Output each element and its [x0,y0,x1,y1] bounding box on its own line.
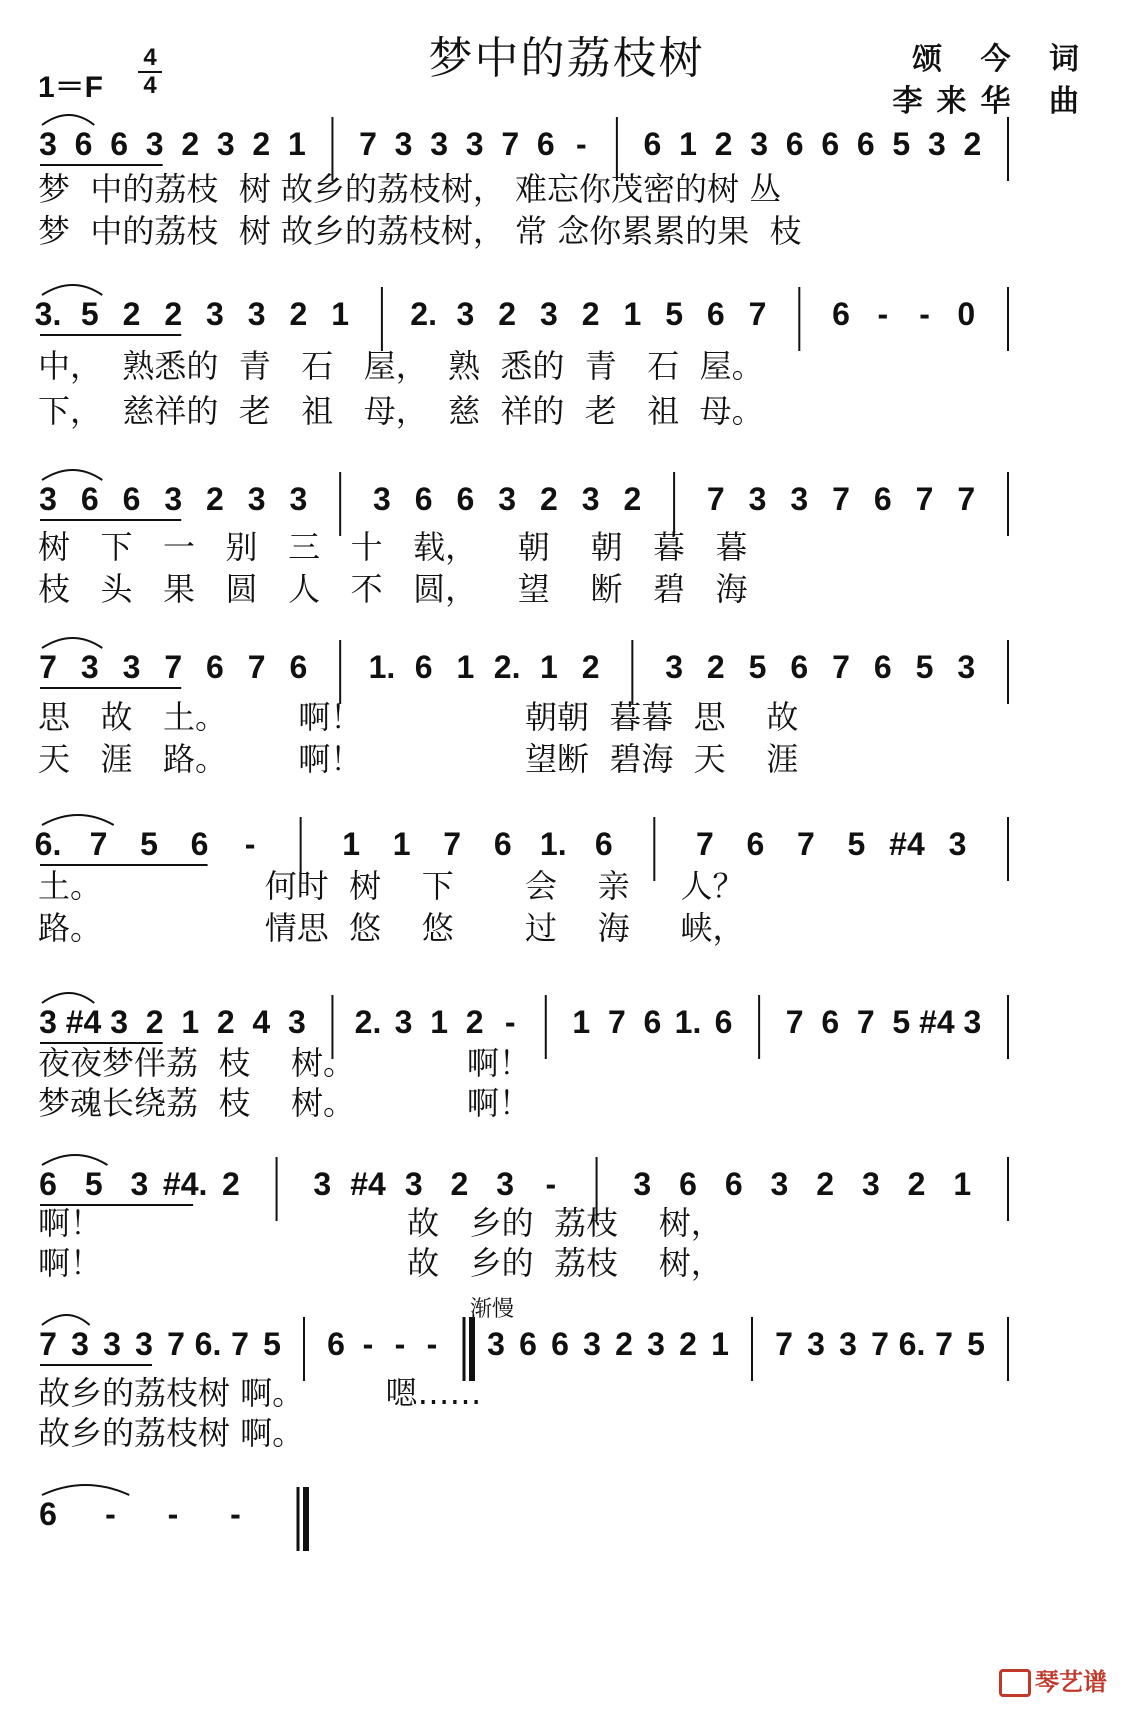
lyric-verse-1: 啊！ 故 乡的 荔枝 树， [38,1204,723,1242]
note: 7 [167,1326,185,1362]
note: 7 [359,126,377,162]
lyric-verse-2: 枝 头 果 圆 人 不 圆， 望 断 碧 海 [38,570,748,608]
note: 1 [430,1004,449,1040]
song-title: 梦中的荔枝树 [428,33,705,84]
note: 3 [948,826,967,862]
note: 6 [80,481,99,517]
note: 3 [581,481,600,517]
note: 5 [665,296,683,332]
note: 6 [456,481,475,517]
watermark-text: 琴艺谱 [1035,1668,1107,1696]
lyric-verse-2: 路。 情思 悠 悠 过 海 峡， [38,909,745,947]
note: 5 [967,1326,985,1362]
time-numerator: 4 [143,44,157,71]
note: 6 [39,1166,57,1202]
slur [42,815,114,825]
note: 3 [647,1326,665,1362]
note: 6 [643,126,662,162]
note: 6. [194,1326,222,1362]
note: 3 [135,1326,153,1362]
note: 6 [679,1166,697,1202]
note: 1 [623,296,642,332]
note: 6 [536,126,555,162]
note: 3 [583,1326,601,1362]
note: - [362,1326,374,1362]
note: 7 [856,1004,875,1040]
lyric-verse-1: 土。 何时 树 下 会 亲 人？ [38,867,745,905]
note: 6 [873,481,892,517]
note: 5 [140,826,158,862]
note: 3 [487,1326,505,1362]
slur [42,1155,107,1165]
lyric-verse-1: 故乡的荔枝树 啊。 嗯…… [38,1374,482,1412]
note: 2 [498,296,517,332]
note: 7 [39,1326,57,1362]
note: 6 [821,1004,840,1040]
slur [42,638,102,648]
note: 7 [796,826,815,862]
lyric-verse-1: 夜夜梦伴荔 枝 树。 啊！ [38,1044,531,1082]
note: 3 [39,481,57,517]
note: - [230,1496,241,1532]
note: 2 [623,481,642,517]
note: 5 [80,296,99,332]
note: 6 [414,649,433,685]
note: 6. [34,826,62,862]
note: 3 [927,126,946,162]
note: 6 [724,1166,743,1202]
note: 2 [289,296,308,332]
note: 2. [410,296,437,332]
note: 0 [957,296,976,332]
lyric-verse-1: 思 故 土。 啊！ 朝朝 暮暮 思 故 [38,698,799,736]
note: 6 [790,649,809,685]
note: 6 [289,649,308,685]
note: - [919,296,930,332]
note: - [504,1004,516,1040]
note: 3 [665,649,683,685]
note: 6 [785,126,804,162]
lyric-verse-1: 中， 熟悉的 青 石 屋， 熟 悉的 青 石 屋。 [38,347,764,385]
note: #4. [162,1166,208,1202]
note: 3 [963,1004,982,1040]
note: - [877,296,889,332]
note: 3 [80,649,99,685]
composer-credit: 李来华 曲 [892,84,1093,119]
lyric-verse-1: 树 下 一 别 三 十 载， 朝 朝 暮 暮 [38,528,748,566]
note: 6 [327,1326,345,1362]
note: 7 [706,481,725,517]
note: 5 [892,1004,911,1040]
slur [42,1485,129,1495]
lyric-verse-2: 故乡的荔枝树 啊。 [38,1414,305,1452]
tempo-mark: 渐慢 [470,1297,515,1322]
note: 3 [373,481,391,517]
note: 6 [110,126,129,162]
note: 6 [706,296,725,332]
note: 2 [450,1166,469,1202]
note: 3 [164,481,183,517]
slur [42,1315,90,1325]
lyric-verse-1: 梦 中的荔枝 树 故乡的荔枝树， 难忘你茂密的树 丛 [38,170,782,208]
note: 3 [957,649,976,685]
note: 6 [832,296,850,332]
note: - [576,126,587,162]
note: #4 [65,1004,102,1040]
note: 3 [110,1004,129,1040]
note: 3 [770,1166,789,1202]
note: 7 [231,1326,249,1362]
note: 3 [750,126,769,162]
note: 2 [216,1004,235,1040]
note: 3 [404,1166,423,1202]
note: 2 [615,1326,633,1362]
note: 5 [748,649,767,685]
note: - [105,1496,116,1532]
note: 1. [539,826,567,862]
note: 7 [443,826,462,862]
note: 3 [394,126,413,162]
note: 6 [746,826,765,862]
note: 3 [39,1004,57,1040]
note: 3 [71,1326,89,1362]
note: 7 [39,649,57,685]
note: 2. [493,649,521,685]
slur [42,470,102,480]
note: 5 [892,126,911,162]
note: 3 [122,649,141,685]
note: 3 [790,481,809,517]
note: 2 [907,1166,926,1202]
note: 1. [368,649,396,685]
note: 7 [935,1326,953,1362]
note: 3 [861,1166,880,1202]
note: 3 [465,126,484,162]
note: 3 [839,1326,857,1362]
note: 6 [206,649,224,685]
note: 3 [394,1004,413,1040]
note: 2 [164,296,183,332]
note: 2 [181,126,200,162]
note: 3 [206,296,224,332]
logo-icon [999,1669,1031,1697]
note: 1 [342,826,361,862]
note: 6 [39,1496,57,1532]
note: 2 [539,481,558,517]
note: 7 [607,1004,626,1040]
note: 3 [498,481,517,517]
lyric-verse-2: 啊！ 故 乡的 荔枝 树， [38,1244,723,1282]
note: 3 [145,126,164,162]
note: 2 [252,126,271,162]
lyric-verse-2: 梦魂长绕荔 枝 树。 啊！ [38,1084,531,1122]
note: 1 [953,1166,972,1202]
note: 2 [816,1166,835,1202]
note: 6 [190,826,209,862]
note: 3 [39,126,57,162]
note: 7 [695,826,714,862]
watermark-logo [999,1662,1107,1697]
lyricist-credit: 颂 今 词 [912,42,1093,77]
note: 3 [247,481,266,517]
note: 6 [493,826,512,862]
note: 6 [594,826,613,862]
note: 2 [963,126,982,162]
note: - [244,826,256,862]
note: 5 [84,1166,103,1202]
note: 6 [714,1004,733,1040]
lyric-verse-2: 天 涯 路。 啊！ 望断 碧海 天 涯 [38,740,799,778]
note: 1 [181,1004,200,1040]
slur [42,115,94,125]
note: 1 [331,296,350,332]
note: 7 [957,481,976,517]
note: 3. [34,296,62,332]
note: 1 [679,126,697,162]
note: 3 [807,1326,825,1362]
note: 5 [263,1326,281,1362]
note: 2 [465,1004,484,1040]
note: 6 [122,481,141,517]
note: 7 [164,649,183,685]
key-signature: 1＝F [38,71,104,104]
note: 3 [633,1166,652,1202]
note: - [426,1326,438,1362]
note: 4 [252,1004,271,1040]
note: 3 [748,481,767,517]
note: - [167,1496,179,1532]
note: 2 [221,1166,240,1202]
note: 6 [74,126,93,162]
note: - [545,1166,557,1202]
note: 2 [714,126,733,162]
note: 1 [711,1326,729,1362]
note: 5 [915,649,934,685]
note: 3 [247,296,266,332]
note: 2 [679,1326,697,1362]
note: 1 [539,649,558,685]
note: 3 [216,126,235,162]
note: 2 [581,296,600,332]
note: 7 [871,1326,889,1362]
lyric-verse-2: 梦 中的荔枝 树 故乡的荔枝树， 常 念你累累的果 枝 [38,212,802,250]
note: 7 [247,649,266,685]
note: 3 [130,1166,149,1202]
time-denominator: 4 [143,72,157,99]
slur [42,285,102,295]
note: 6. [898,1326,926,1362]
slur [42,993,94,1003]
note: 1 [287,126,306,162]
note: 2. [354,1004,382,1040]
note: 2 [706,649,725,685]
note: 7 [832,481,850,517]
note: #4 [350,1166,386,1202]
note: 3 [103,1326,121,1362]
note: 7 [775,1326,793,1362]
note: 2 [145,1004,164,1040]
note: 3 [496,1166,515,1202]
note: 2 [206,481,224,517]
note: 6 [821,126,840,162]
note: 7 [915,481,934,517]
note: 3 [456,296,475,332]
note: 1 [392,826,411,862]
note: 6 [873,649,892,685]
note: 7 [501,126,520,162]
note: 3 [430,126,449,162]
note: 5 [847,826,866,862]
note: 7 [748,296,767,332]
lyric-verse-2: 下， 慈祥的 老 祖 母， 慈 祥的 老 祖 母。 [38,392,764,430]
note: - [394,1326,406,1362]
note: 6 [551,1326,569,1362]
note: 1 [572,1004,591,1040]
note: 2 [581,649,600,685]
note: 2 [122,296,141,332]
note: 1. [674,1004,702,1040]
note: 1 [456,649,475,685]
note: #4 [889,826,925,862]
note: #4 [919,1004,955,1040]
note: 6 [414,481,433,517]
note: 6 [643,1004,662,1040]
note: 6 [519,1326,537,1362]
note: 6 [856,126,875,162]
note: 7 [785,1004,804,1040]
note: 3 [289,481,308,517]
note: 7 [89,826,108,862]
note: 3 [313,1166,332,1202]
note: 3 [287,1004,306,1040]
note: 7 [832,649,850,685]
note: 3 [539,296,558,332]
